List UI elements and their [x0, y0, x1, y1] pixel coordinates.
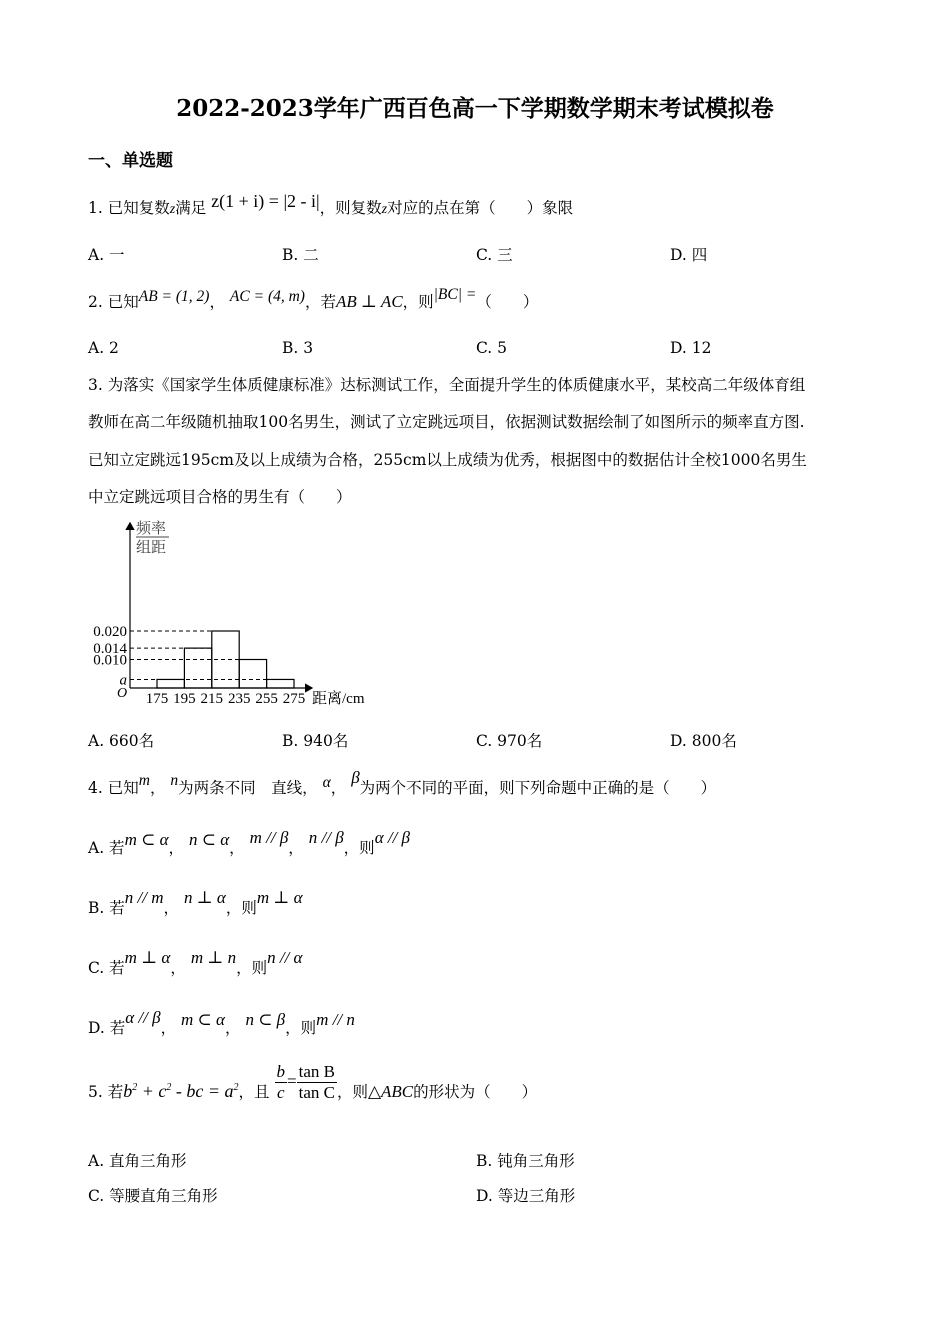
q5-option-d[interactable]: D. 等边三角形 [476, 1187, 576, 1205]
q5-triangle: △ABC [367, 1081, 414, 1101]
q4-d-conclusion: m // n [316, 1010, 355, 1029]
q4-c-then: ，则 [236, 959, 268, 977]
q3-line-1: 3. 为落实《国家学生体质健康标准》达标测试工作，全面提升学生的体质健康水平，某校高二年级体育组 [88, 376, 806, 394]
frequency-histogram [80, 513, 390, 713]
q4-b-label: B. 若 [88, 899, 125, 917]
q2-vector-ab: AB = (1, 2) [138, 288, 210, 305]
q4-a-comma-3: ， [288, 839, 304, 857]
q2-option-a[interactable]: A. 2 [88, 339, 119, 357]
q1-text-1: 已知复数 [107, 199, 170, 217]
q1-option-a[interactable]: A. 一 [88, 246, 125, 264]
y-tick-label-a: a [119, 672, 127, 689]
q3-option-a[interactable]: A. 660名 [88, 732, 155, 750]
histogram-bar-175-195 [157, 679, 184, 688]
q4-c-cond-1: m ⊥ α [124, 948, 171, 967]
y-label-top: 频率 [136, 521, 167, 537]
q4-option-a[interactable] [88, 828, 411, 858]
q4-d-comma-1: ， [160, 1019, 177, 1037]
x-tick-label-275: 275 [282, 691, 306, 707]
question-5 [88, 1062, 537, 1103]
q5-frac-right-num: tan B [298, 1062, 335, 1081]
q4-d-cond-3: n ⊂ β [245, 1010, 286, 1029]
q2-text-2: ，若 [304, 293, 336, 311]
origin-label: O [117, 686, 128, 701]
q4-d-cond-2: m ⊂ α [181, 1010, 225, 1029]
q5-option-b[interactable]: B. 钝角三角形 [476, 1152, 575, 1170]
page-title: 2022-2023学年广西百色高一下学期数学期末考试模拟卷 [176, 95, 774, 122]
q4-a-cond-4: n // β [308, 828, 344, 847]
q5-sq-1: 2 [132, 1081, 138, 1093]
q4-a-comma-2: ， [229, 839, 245, 857]
q4-a-cond-2: n ⊂ α [188, 830, 230, 849]
q5-fraction-right [297, 1062, 337, 1103]
q5-frac-left-num: b [276, 1062, 285, 1081]
q1-number: 1. [88, 199, 103, 217]
q5-text-4: 的形状为（ ） [413, 1082, 538, 1101]
q2-perp: AB ⊥ AC [335, 292, 403, 311]
q4-d-comma-2: ， [224, 1019, 241, 1037]
q4-d-label: D. 若 [88, 1019, 126, 1037]
histogram-bar-255-275 [267, 679, 294, 688]
q4-option-d[interactable] [88, 1008, 355, 1038]
q2-option-d[interactable]: D. 12 [670, 339, 712, 357]
q5-option-c[interactable]: C. 等腰直角三角形 [88, 1187, 218, 1205]
q4-c-comma-1: ， [170, 959, 186, 977]
q2-text-1: 已知 [107, 293, 139, 311]
q4-b-cond-1: n // m [124, 888, 164, 907]
q2-vector-ac: AC = (4, m) [229, 288, 305, 305]
q1-text-4: 对应的点在第（ ）象限 [387, 199, 574, 217]
q2-number: 2. [88, 293, 103, 311]
q4-b-comma-1: ， [163, 899, 179, 917]
q5-text-2: ，且 [238, 1082, 270, 1101]
q5-sq-3: 2 [233, 1081, 239, 1093]
q4-d-cond-1: α // β [125, 1008, 161, 1027]
histogram-bar-195-215 [184, 648, 211, 688]
x-tick-label-195: 195 [173, 691, 196, 707]
q5-b: b [123, 1080, 133, 1101]
q1-option-c[interactable]: C. 三 [476, 246, 513, 264]
q5-fraction-left [275, 1062, 288, 1103]
q4-text-2: 为两条不同 直线， [178, 779, 318, 797]
y-tick-label-0.010: 0.010 [93, 652, 127, 669]
q4-a-cond-3: m // β [249, 828, 289, 847]
q4-b-cond-2: n ⊥ α [183, 888, 226, 907]
q2-bc-norm: |BC| = [433, 286, 477, 303]
q5-text-3: ，则 [336, 1082, 368, 1101]
q4-c2: ， [330, 779, 347, 797]
q4-option-c[interactable] [88, 948, 303, 978]
q4-option-b[interactable] [88, 888, 303, 918]
q1-text-3: ，则复数 [319, 199, 382, 217]
q1-z: z [169, 202, 176, 217]
q4-a-conclusion: α // β [374, 828, 411, 847]
q5-number: 5. [88, 1082, 103, 1101]
q1-expression: z(1 + i) = |2 - i| [211, 191, 320, 211]
q4-b-then: ，则 [225, 899, 257, 917]
x-tick-label-255: 255 [255, 691, 278, 707]
q4-c-cond-2: m ⊥ n [190, 948, 237, 967]
q5-c: c [158, 1080, 167, 1101]
q5-text-1: 若 [107, 1082, 124, 1101]
q1-text-2: 满足 [175, 199, 207, 217]
q4-a-then: ，则 [343, 839, 375, 857]
q4-c-conclusion: n // α [267, 948, 303, 967]
q4-b-conclusion: m ⊥ α [256, 888, 303, 907]
q3-option-c[interactable]: C. 970名 [476, 732, 543, 750]
q4-beta: β [351, 768, 360, 787]
q2-sep: ， [209, 293, 225, 311]
q1-z-2: z [381, 202, 388, 217]
q1-option-b[interactable]: B. 二 [282, 246, 319, 264]
q3-line-4: 中立定跳远项目合格的男生有（ ） [88, 488, 352, 506]
q4-a-label: A. 若 [88, 839, 125, 857]
q2-text-4: （ ） [476, 293, 539, 311]
q4-number: 4. [88, 779, 103, 797]
histogram-bar-235-255 [239, 660, 266, 689]
q2-option-c[interactable]: C. 5 [476, 339, 508, 357]
q3-option-b[interactable]: B. 940名 [282, 732, 349, 750]
q5-option-a[interactable]: A. 直角三角形 [88, 1152, 187, 1170]
q1-option-d[interactable]: D. 四 [670, 246, 708, 264]
q4-text-3: 为两个不同的平面，则下列命题中正确的是（ ） [359, 779, 717, 797]
q3-option-d[interactable]: D. 800名 [670, 732, 737, 750]
q4-a-comma-1: ， [168, 839, 185, 857]
question-1 [88, 191, 574, 218]
q5-equals: = [287, 1071, 297, 1091]
q5-frac-right-den: tan C [298, 1083, 335, 1102]
q5-sq-2: 2 [166, 1081, 172, 1093]
q4-n: n [170, 772, 179, 789]
y-tick-label-0.014: 0.014 [93, 641, 127, 658]
section-heading: 一、单选题 [88, 151, 173, 171]
q3-line-3: 已知立定跳远195cm及以上成绩为合格，255cm以上成绩为优秀，根据图中的数据估计全校1000名男生 [88, 451, 807, 469]
q2-option-b[interactable]: B. 3 [282, 339, 314, 357]
question-2 [88, 286, 539, 312]
q4-text-1: 已知 [107, 779, 139, 797]
x-tick-label-175: 175 [145, 691, 169, 707]
y-tick-label-0.020: 0.020 [93, 624, 127, 640]
q4-m: m [138, 772, 150, 789]
q5-equation: $b^2 + c^2$ - bc = $a^2$ [123, 1080, 239, 1101]
q2-text-3: ，则 [402, 293, 434, 311]
q4-d-then: ，则 [285, 1019, 317, 1037]
q3-line-2: 教师在高二年级随机抽取100名男生，测试了立定跳远项目，依据测试数据绘制了如图所示的频率直方图. [88, 413, 805, 431]
q5-eq-mid: - bc = a [171, 1080, 234, 1101]
x-tick-label-215: 215 [200, 691, 224, 707]
x-axis-label: 距离/cm [312, 691, 365, 707]
x-tick-label-235: 235 [227, 691, 251, 707]
y-label-bottom: 组距 [136, 540, 167, 556]
q4-alpha: α [322, 774, 331, 791]
q5-frac-left-den: c [276, 1083, 285, 1102]
q4-c-label: C. 若 [88, 959, 125, 977]
question-4 [88, 768, 717, 798]
q4-c1: ， [149, 779, 166, 797]
q4-a-cond-1: m ⊂ α [124, 830, 169, 849]
